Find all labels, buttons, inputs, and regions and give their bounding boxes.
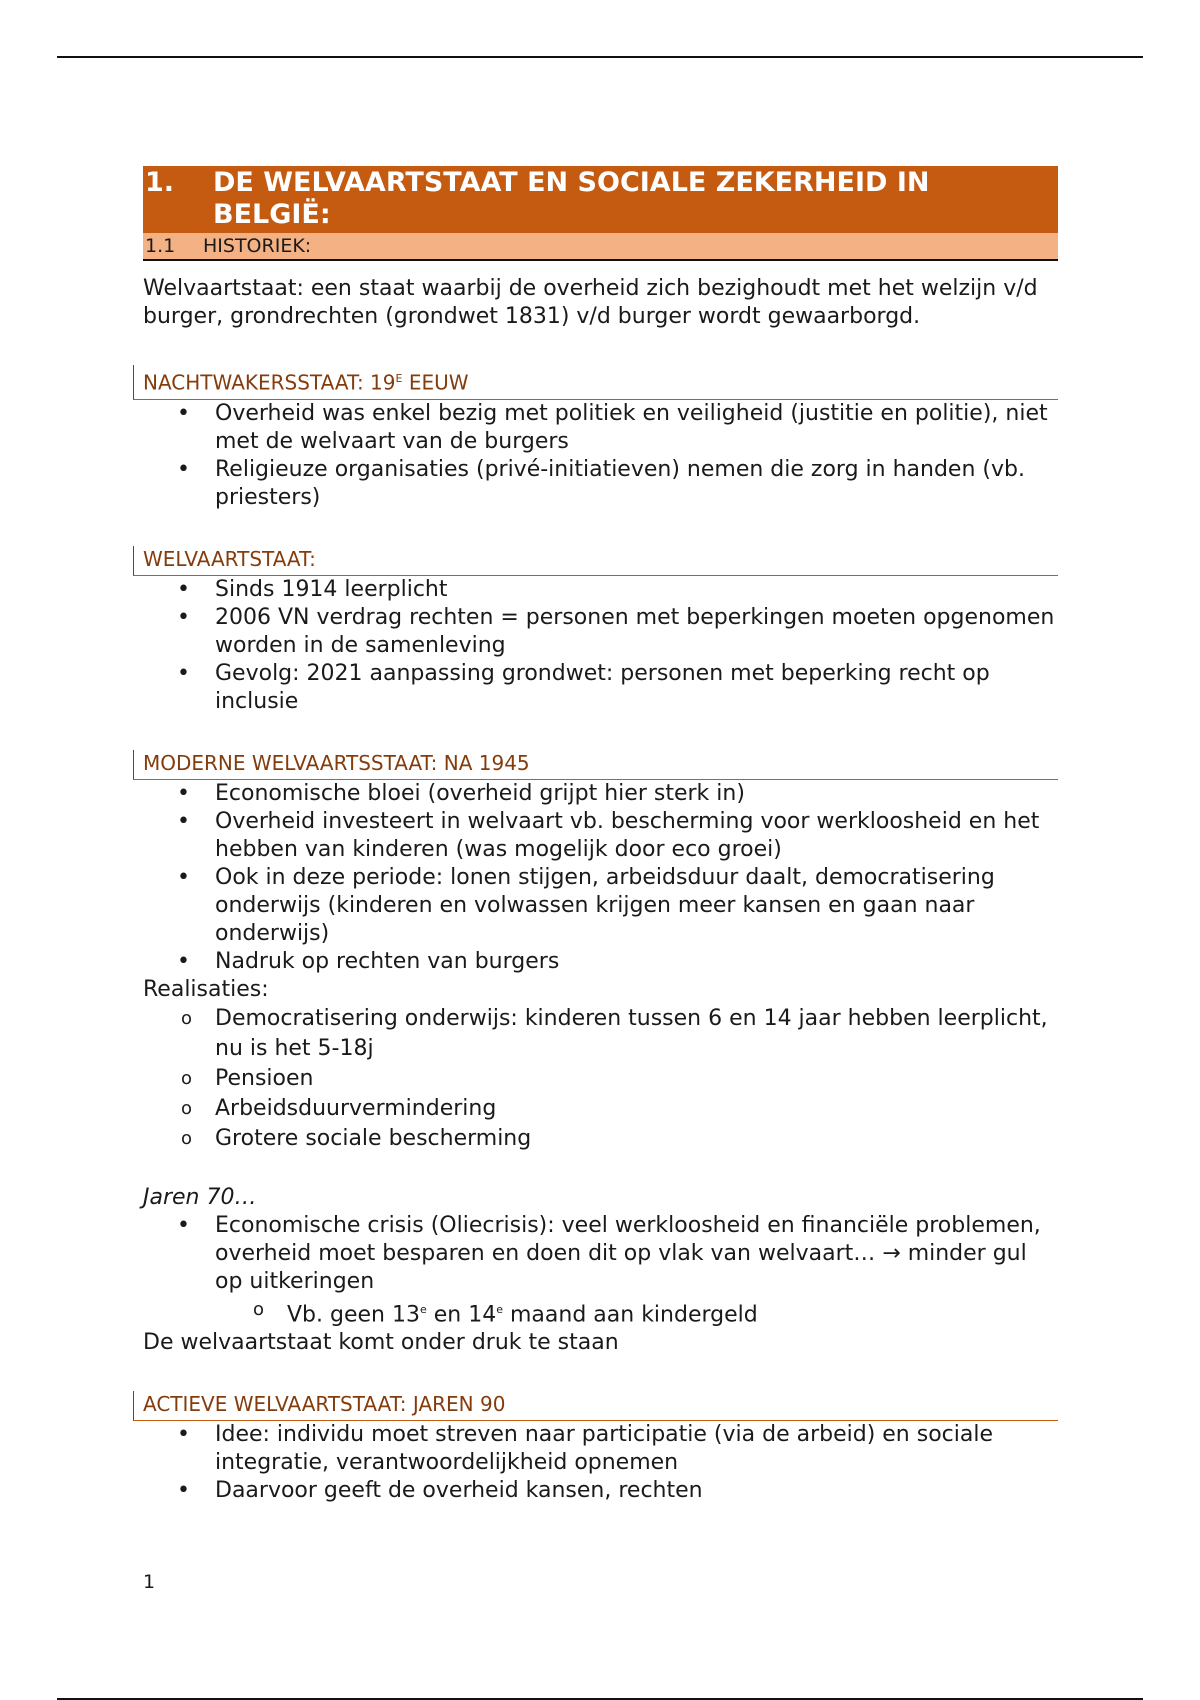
heading-superscript: E <box>395 372 403 385</box>
modern-list <box>143 780 1058 976</box>
superscript: e <box>419 1302 427 1316</box>
heading-2-number: 1.1 <box>145 235 176 257</box>
text: en 14 <box>426 1301 497 1327</box>
list-item: • Nadruk op rechten van burgers <box>143 948 1058 976</box>
document-body <box>143 166 1058 1505</box>
heading-1 <box>143 166 1058 233</box>
page-number: 1 <box>143 1571 156 1593</box>
list-item: • Idee: individu moet streven naar participatie (via de arbeid) en sociale integratie, verantwoordelijkheid opnemen <box>143 1421 1058 1477</box>
header-rule <box>57 56 1143 58</box>
realisaties-list <box>143 1004 1058 1154</box>
heading-moderne-welvaartsstaat: MODERNE WELVAARTSSTAAT: NA 1945 <box>133 750 1058 780</box>
list-item: • Religieuze organisaties (privé-initiatieven) nemen die zorg in handen (vb. priesters) <box>143 456 1058 512</box>
list-item <box>143 1296 1058 1329</box>
list-item: o Grotere sociale bescherming <box>143 1124 1058 1154</box>
list-item: • Overheid investeert in welvaart vb. bescherming voor werkloosheid en het hebben van kinderen (was mogelijk door eco groei) <box>143 808 1058 864</box>
text: Vb. geen 13 <box>287 1301 420 1327</box>
list-item: o Arbeidsduurvermindering <box>143 1094 1058 1124</box>
list-item: • Sinds 1914 leerplicht <box>143 576 1058 604</box>
heading-welvaartstaat: WELVAARTSTAAT: <box>133 546 1058 576</box>
list-item: o Democratisering onderwijs: kinderen tussen 6 en 14 jaar hebben leerplicht, nu is het 5-18j <box>143 1004 1058 1064</box>
text: maand aan kindergeld <box>503 1301 758 1327</box>
heading-nachtwakersstaat <box>133 365 1058 400</box>
heading-2 <box>143 233 1058 261</box>
intro-paragraph: Welvaartstaat: een staat waarbij de overheid zich bezighoudt met het welzijn v/d burger, grondrechten (grondwet 1831) v/d burger wordt gewaarborgd. <box>143 276 1038 329</box>
heading-2-text: HISTORIEK: <box>203 235 312 257</box>
list-item: • Daarvoor geeft de overheid kansen, rechten <box>143 1477 1058 1505</box>
jaren-70-sublist <box>143 1296 1058 1329</box>
nachtwakers-list <box>143 400 1058 512</box>
heading-text: NACHTWAKERSSTAAT: 19 <box>143 370 396 395</box>
conclusion: De welvaartstaat komt onder druk te staan <box>143 1329 619 1355</box>
actief-list <box>143 1421 1058 1505</box>
welvaart-list <box>143 576 1058 716</box>
heading-text-suffix: EEUW <box>402 370 469 395</box>
list-item: • 2006 VN verdrag rechten = personen met beperkingen moeten opgenomen worden in de samenleving <box>143 604 1058 660</box>
list-item: • Economische bloei (overheid grijpt hier sterk in) <box>143 780 1058 808</box>
jaren-70-list <box>143 1212 1058 1296</box>
superscript: e <box>496 1302 503 1316</box>
list-item: • Overheid was enkel bezig met politiek en veiligheid (justitie en politie), niet met de welvaart van de burgers <box>143 400 1058 456</box>
list-item: o Pensioen <box>143 1064 1058 1094</box>
realisaties-label: Realisaties: <box>143 976 269 1002</box>
heading-1-text: DE WELVAARTSTAAT EN SOCIALE ZEKERHEID IN BELGIË: <box>213 167 930 230</box>
list-item: • Economische crisis (Oliecrisis): veel werkloosheid en financiële problemen, overheid moet besparen en doen dit op vlak van welvaart… → minder gul op uitkeringen <box>143 1212 1058 1296</box>
heading-actieve-welvaartstaat: ACTIEVE WELVAARTSTAAT: JAREN 90 <box>133 1391 1058 1421</box>
jaren-70-label: Jaren 70… <box>143 1184 257 1210</box>
heading-1-number: 1. <box>145 167 175 198</box>
list-item: • Gevolg: 2021 aanpassing grondwet: personen met beperking recht op inclusie <box>143 660 1058 716</box>
list-item: • Ook in deze periode: lonen stijgen, arbeidsduur daalt, democratisering onderwijs (kinderen en volwassen krijgen meer kansen en gaan naar onderwijs) <box>143 864 1058 948</box>
